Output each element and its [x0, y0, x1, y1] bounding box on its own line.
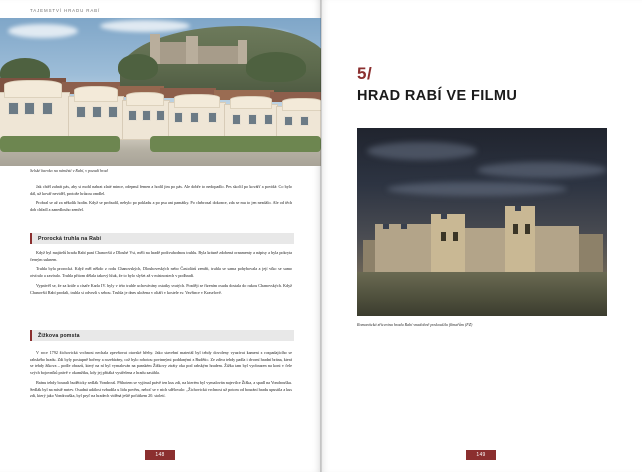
cloud [367, 142, 477, 160]
wall-block [535, 226, 579, 274]
wall-block [465, 228, 505, 274]
house-gable [126, 92, 164, 106]
right-photo-caption: Romantická zřícenina hradu Rabí vnadobně poskoušila filmařům (FZ) [357, 322, 473, 327]
window [190, 112, 199, 123]
wall-block [375, 224, 431, 274]
grass-strip [0, 136, 120, 152]
house-gable [4, 80, 62, 98]
cloud [387, 182, 567, 196]
crenel-gap [383, 224, 389, 229]
paragraph: Když byl majitelů hradu Rabí paní Chanovští z Dlouhé Vsi, měli na hradě podivuhodnou truhlu. Byla krásně zdobená ornamenty a nápisy a byla pokryta černým suknem. [30, 250, 292, 262]
paragraph: Bránu tehdy bourali buděticky sedlák Vondrouš. Přihotem se vyjímal právě ten kus zdi, na kterém byl vymalován najevilce Žižka, a spadl na Vondroušku. Sedlák byl na místě mrtev. Osudná událost vzbudila u lidu pověru, neboť se v nich sdělovalo: „Žichovická vrchnost už potom od bourání hradu upustila a kus zdi, který jako Vondrouška, byl pryč na hradech viděná ještě počátkem 20. století. [30, 379, 292, 399]
crenel-gap [515, 206, 521, 211]
cloud [8, 24, 78, 38]
window [42, 102, 53, 115]
left-body-section-1 [30, 250, 292, 299]
paragraph: Jak chtěl zahrát pás, aby si mohl nabrat zlaté mince, odepnul řemen a hodil jim po pás. Ale dobře to nedopadlo. Pes skočil po kovářť a povídá: Co bylo dál, už kovář neviděl, protože hrůzou omdlel. [30, 184, 292, 196]
paragraph: V roce 1792 žichovická vrchnost nechala zpevňovat otavské břehy. Jako stavební materiál byl tehdy dovoleny vyuzívat kameni z rozpadajícího se rabského hradu. Zdi byly postupně bořeny a rozebírány, což bylo robotou povinnými poddanými z Budětic. Ze zdiva tehdy padla i dvorní hradní brána, která se tehdy žíkova – podle obrazů, který na ní byl vymalován na panském Žižkovy ztráty oka pod rabským hradem. Žižka tam byl vyobrazen na koni v čele svých bojovníků právě v okamžiku, kdy jej přitáká vystřelena z hradu zasáhla. [30, 350, 292, 376]
ruin-wall [160, 42, 186, 64]
ruin-tower [186, 36, 198, 64]
chapter-title: HRAD RABÍ VE FILMU [357, 88, 518, 104]
ruin-tower [238, 40, 247, 64]
window [128, 110, 137, 121]
running-head: TAJEMSTVÍ HRADU RABÍ [30, 8, 101, 13]
tower-window [513, 224, 518, 234]
house-gable [282, 98, 321, 111]
window [264, 114, 273, 125]
cloud [100, 20, 190, 32]
crenel-gap [441, 214, 447, 219]
house-facade [0, 92, 70, 140]
window [248, 114, 257, 125]
section-heading-prorocka-truhla [30, 233, 294, 244]
house-facade [276, 106, 321, 140]
window [8, 102, 19, 115]
window [300, 116, 309, 126]
ruin-wall [198, 46, 238, 64]
wall-block [579, 234, 603, 274]
tower-window [441, 232, 446, 241]
foreground-meadow [357, 272, 607, 316]
castle-ruin-photo [357, 128, 607, 316]
crenel-gap [401, 224, 407, 229]
house-gable [74, 86, 118, 102]
paragraph: Vyprávěl se, že za krále a císaře Karla IV. byly v této truhle uchovávány ostatky svatých. Později se řízením osudu dostala do rukou Chanovských. Když Chanovští Rabí prodali, truhla si odvezli s sebou. Truhla je dnes uložena v oltáři v kostele sv. Vavřince v Kraselově. [30, 282, 292, 295]
window [76, 106, 86, 118]
window [174, 112, 183, 123]
left-body-top [30, 184, 292, 217]
book-gutter [320, 0, 322, 472]
chapter-number: 5/ [357, 64, 373, 83]
house-gable [174, 94, 220, 108]
grass-strip [150, 136, 321, 152]
tower-window [453, 232, 458, 241]
paragraph: Probral se až za několik hodin. Když se probudil, nebylo po pokladu a po psu ani památky. Po chrbrosal dokonce, zda se mu to jen nezdálo. Ale od těch dob chřadl a zanedlouho zemřel. [30, 200, 292, 213]
window [24, 102, 35, 115]
window [284, 116, 293, 126]
house-facade [68, 96, 124, 140]
window [156, 110, 165, 121]
left-photo-caption: Selské baroko na náměstí v Rabí, v pozadí hrad [30, 168, 108, 173]
section-heading-zizkova-pomsta [30, 330, 294, 341]
page-number-left: 148 [145, 450, 175, 460]
cloud [477, 162, 607, 178]
window [208, 112, 217, 123]
right-page [321, 0, 642, 472]
window [232, 114, 241, 125]
window [142, 110, 151, 121]
village-square-photo [0, 18, 321, 166]
window [108, 106, 118, 118]
section-heading-label: Prorocká truhla na Rabí [38, 235, 102, 242]
tower [431, 214, 465, 274]
page-number-right: 149 [466, 450, 496, 460]
tower-window [525, 224, 530, 234]
left-body-section-2 [30, 350, 292, 403]
section-heading-label: Žižkova pomsta [38, 332, 80, 339]
paragraph: Truhla byla prorocká. Když měl někdo z rodu Chanovských, Dlouhoveských nebo Častolárů zemřít, truhla se sama pohybovala a její víko se samo otvíralo a zavíralo. Truhla přitom dělala takový hluk, že to bylo slyšet až v místnostech v podhradí. [30, 266, 292, 279]
tower [505, 206, 535, 274]
window [92, 106, 102, 118]
house-gable [230, 96, 272, 109]
